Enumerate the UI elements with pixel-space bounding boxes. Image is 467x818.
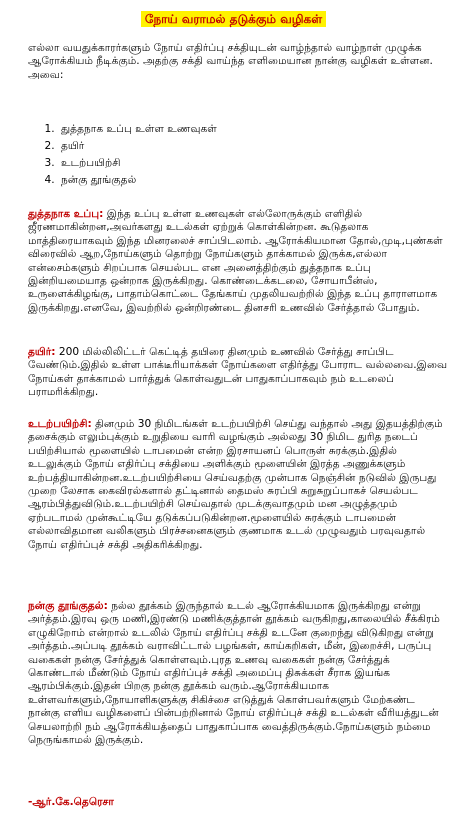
intro-paragraph: எல்லா வயதுக்காரர்களும் நோய் எதிர்ப்பு சக்தியுடன் வாழ்ந்தால் வாழ்நாள் முழுக்க ஆரோக்கியம் நீடிக்கும். அதற்கு சக்தி வாய்ந்த எளிமையான நான்கு வழிகள் உள்ளன. அவை: [28,42,433,81]
section-exercise [28,418,448,552]
section-text: 200 மில்லிலிட்டர் கெட்டித் தயிரை தினமும் உணவில் சேர்த்து சாப்பிட வேண்டும்.இதில் உள்ள பாக்டீரியாக்கள் நோய்களை எதிர்த்து போராட வல்லவை.இவை நோய்கள் தாக்காமல் பார்த்துக் கொள்வதுடன் பாதுகாப்பாகவும் நம் உடலைப் பராமரிக்கிறது. [28,346,448,399]
section-text: நல்ல தூக்கம் இருந்தால் உடல் ஆரோக்கியமாக இருக்கிறது என்று அர்த்தம்.இரவு ஒரு மணி,இரண்டு மணிக்குத்தான் தூக்கம் வருகிறது,காலையில் சீக்கிரம் எழுகிறோம் என்றால் உடலில் நோய் எதிர்ப்பு சக்தி உடனே குறைந்து விடுகிறது என்று அர்த்தம்.அப்படி தூக்கம் வராவிட்டால் பழங்கள், காய்கறிகள், மீன், இறைச்சி, பருப்பு வகைகள் நன்கு சேர்த்துக் கொள்ளவும்.புரத உணவு வகைகள் நன்கு சேர்த்துக் கொண்டால் மீண்டும் நோய் எதிர்ப்புச் சக்தி அமைப்பு திசுக்கள் சீராக இயங்க ஆரம்பிக்கும்.இதன் பிறகு நன்கு தூக்கம் வரும்.ஆரோக்கியமாக உள்ளவர்களும்,நோயாளிகளுக்கு சிகிச்சை எடுத்துக் கொள்பவர்களும் மேற்கண்ட நான்கு எளிய வழிகளைப் பின்பற்றினால் நோய் எதிர்ப்புச் சக்தி உடல்கள் வீரியத்துடன் செயலாற்றி நம் ஆரோக்கியத்தைப் பாதுகாப்பாக வைத்திருக்கும்.நோய்களும் நம்மை நெருங்காமல் இருக்கும். [28,600,440,747]
page-title: நோய் வராமல் தடுக்கும் வழிகள் [141,11,326,27]
author-signature: -ஆர்.கே.தெரெசா [28,796,114,808]
methods-list [40,121,217,189]
section-zinc [28,208,448,315]
section-sleep [28,600,448,747]
section-heading: உடற்பயிற்சி: [28,418,92,430]
section-curd [28,346,448,400]
section-heading: தயிர்: [28,346,56,358]
page-title-container [0,8,467,28]
section-text: இந்த உப்பு உள்ள உணவுகள் எல்லோருக்கும் எளிதில் ஜீரணமாகின்றன,அவர்களது உடல்கள் ஏற்றுக் கொள்கின்றன. கூடுதலாக மாத்திரையாகவும் இந்த மினரலைச் சாப்பிடலாம். ஆரோக்கியமான தோல்,முடி,புண்கள் விரைவில் ஆற,நோய்களும் தொற்று நோய்களும் தாக்காமல் இருக்க,எல்லா என்சைம்களும் சிறப்பாக செயல்பட என அனைத்திற்கும் துத்தநாக உப்பு இன்றியமையாத ஒன்றாக இருக்கிறது. கொண்டைக்கடலை, சோயாபீன்ஸ், உருளைக்கிழங்கு, பாதாம்கொட்டை தேங்காய் முதலியவற்றில் இந்த உப்பு தாராளமாக இருக்கிறது.எனவே, இவற்றில் ஒன்றிரண்டை தினசரி உணவில் சேர்த்தால் போதும். [28,208,443,314]
section-heading: நன்கு தூங்குதல்: [28,600,108,612]
section-text: தினமும் 30 நிமிடங்கள் உடற்பயிற்சி செய்து வந்தால் அது இதயத்திற்கும் தசைக்கும் எலும்புக்கும் உறுதியை வாரி வழங்கும் அல்லது 30 நிமிட துரித நடைப் பயிற்சியால் மூளையில் டாபமைன் என்ற இரசாயனப் பொருள் சுரக்கும்.இதில் உடலுக்கும் நோய் எதிர்ப்பு சக்தியை அளிக்கும் மூளையின் இரத்த அணுக்களும் உற்பத்தியாகின்றன.உடற்பயிற்சியை செய்வதற்கு முன்பாக நெஞ்சின் நடுவில் இருபது முறை லேசாக கைவிரல்களால் தட்டினால் தைமஸ் சுரப்பி சுறுசுறுப்பாகச் செயல்பட ஆரம்பித்துவிடும்.உடற்பயிற்சி செய்வதால் முடக்குவாதமும் மன அழுத்தமும் ஏற்படாமல் முன்கூட்டியே தடுக்கப்படுகின்றன.மூளையில் சுரக்கும் டாபமைன் எல்லாவிதமான வலிகளும் பிரச்சனைகளும் குணமாக உடல் முழுவதும் பரவுவதால் நோய் எதிர்ப்புச் சக்தி அதிகரிக்கிறது. [28,418,443,551]
list-item: 1. துத்தநாக உப்பு உள்ள உணவுகள் [58,121,217,138]
list-item: 4. நன்கு தூங்குதல் [58,172,217,189]
list-item: 3. உடற்பயிற்சி [58,155,217,172]
list-item: 2. தயிர் [58,138,217,155]
section-heading: துத்தநாக உப்பு: [28,208,104,220]
